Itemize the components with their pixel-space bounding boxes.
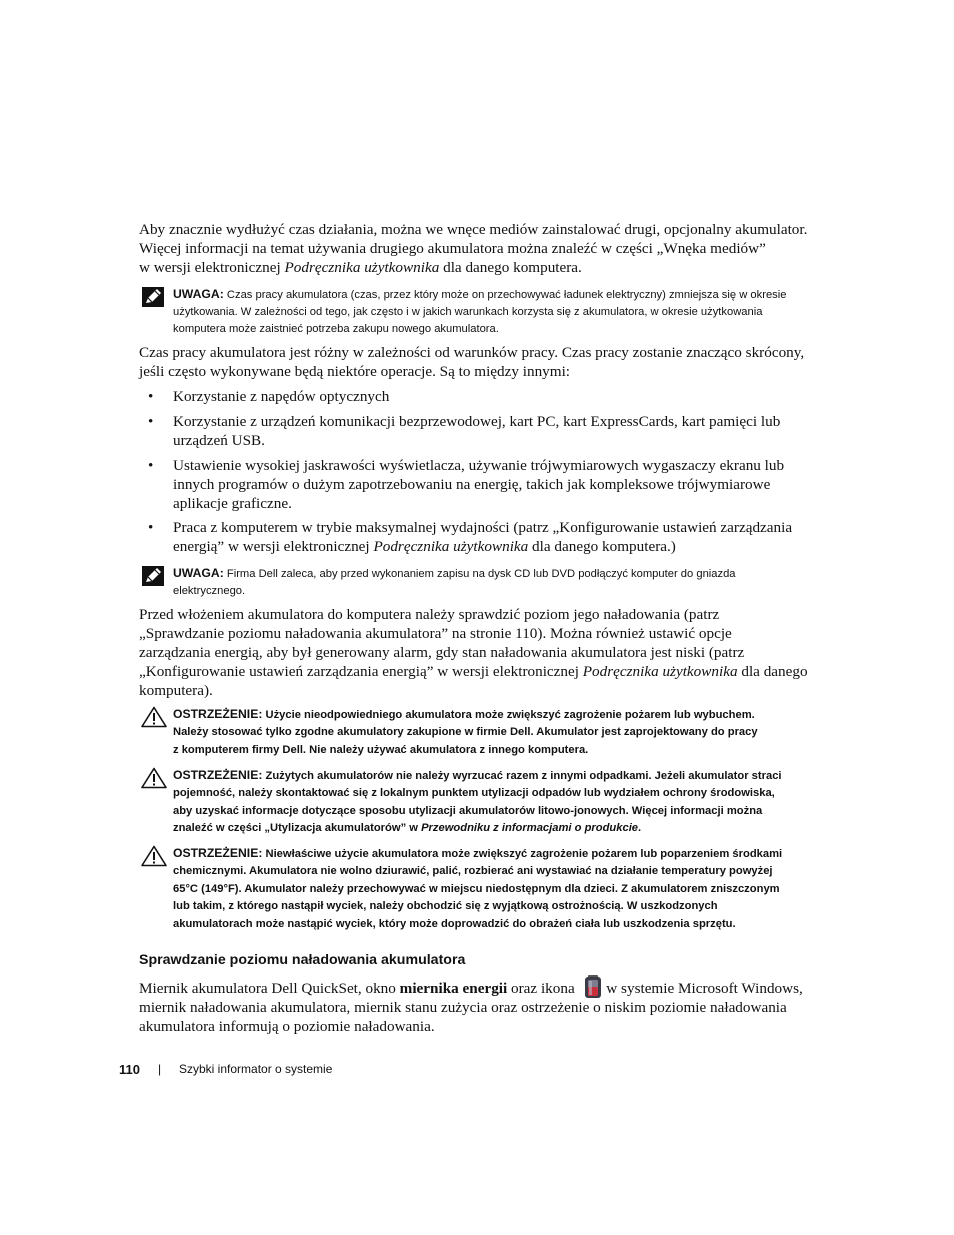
bold-term: miernika energii (399, 980, 508, 997)
text-line: akumulatora informują o poziomie naładowania. (139, 1018, 435, 1035)
text-span: w wersji elektronicznej (139, 259, 285, 276)
text-span: dla danego komputera. (439, 259, 582, 276)
text-line (139, 258, 829, 277)
warning-line: z komputerem firmy Dell. Nie należy używać akumulatora z innego komputera. (173, 743, 589, 756)
warning-label: OSTRZEŻENIE: (173, 707, 263, 721)
text-line: innych programów o dużym zapotrzebowaniu na energię, takich jak kompleksowe trójwymiarowe (173, 476, 771, 493)
page-number: 110 (119, 1062, 140, 1077)
text-span: dla danego komputera.) (528, 538, 676, 555)
text-line: zarządzania energią, aby był generowany alarm, gdy stan naładowania akumulatora jest niski (patrz (139, 644, 745, 661)
note-line: użytkowania. W zależności od tego, jak często i w jakich warunkach korzysta się z akumulatora, w okresie użytkowania (173, 306, 763, 318)
text-line: Aby znacznie wydłużyć czas działania, można we wnęce mediów zainstalować drugi, opcjonalny akumulator. (139, 221, 808, 238)
text-span: w systemie Microsoft Windows, (602, 980, 803, 997)
note-line (173, 286, 819, 304)
text-span: Zużytych akumulatorów nie należy wyrzucać razem z innymi odpadkami. Jeżeli akumulator straci (262, 770, 782, 782)
text-span: . (638, 822, 642, 835)
warning-line: aby uzyskać informacje dotyczące sposobu utylizacji akumulatorów litowo-jonowych. Więcej informacji można (173, 804, 763, 817)
note-box (139, 286, 819, 340)
warning-line (173, 706, 819, 724)
warning-label: OSTRZEŻENIE: (173, 846, 263, 860)
italic-title: Przewodniku z informacjami o produkcie (421, 822, 639, 835)
text-line (139, 978, 829, 998)
warning-triangle-icon (141, 845, 167, 867)
note-label: UWAGA: (173, 566, 224, 580)
note-line: komputera może zaistnieć potrzeba zakupu nowego akumulatora. (173, 323, 499, 335)
charge-check-paragraph (139, 605, 829, 700)
text-line: Ustawienie wysokiej jaskrawości wyświetlacza, używanie trójwymiarowych wygaszaczy ekranu lub (173, 457, 785, 474)
text-line: Praca z komputerem w trybie maksymalnej wydajności (patrz „Konfigurowanie ustawień zarządzania (173, 519, 793, 536)
warning-line (173, 767, 819, 785)
conditions-paragraph (139, 343, 829, 381)
bullet-marker: • (148, 519, 154, 536)
warning-triangle-icon (141, 767, 167, 789)
warning-line (173, 845, 819, 863)
text-line (139, 662, 829, 681)
warning-triangle-icon (141, 706, 167, 728)
text-line: miernik naładowania akumulatora, miernik stanu zużycia oraz ostrzeżenie o niskim poziomie naładowania (139, 999, 787, 1016)
pencil-note-icon (141, 565, 165, 587)
pencil-note-icon (141, 286, 165, 308)
text-line: Czas pracy akumulatora jest różny w zależności od warunków pracy. Czas pracy zostanie znacząco skrócony, (139, 344, 805, 361)
text-line: Przed włożeniem akumulatora do komputera należy sprawdzić poziom jego naładowania (patrz (139, 606, 720, 623)
note-line (173, 565, 819, 583)
warning-label: OSTRZEŻENIE: (173, 768, 263, 782)
text-span: energią” w wersji elektronicznej (173, 538, 374, 555)
text-line: Więcej informacji na temat używania drugiego akumulatora można znaleźć w części „Wnęka mediów” (139, 240, 766, 257)
note-label: UWAGA: (173, 287, 224, 301)
list-item (173, 387, 813, 406)
text-span: znaleźć w części „Utylizacja akumulatorów” w (173, 822, 422, 835)
text-span: „Konfigurowanie ustawień zarządzania energią” w wersji elektronicznej (139, 663, 583, 680)
warning-line: akumulatorach może nastąpić wyciek, który może doprowadzić do obrażeń ciała lub uszkodzenia sprzętu. (173, 917, 736, 930)
warning-line: chemicznymi. Akumulatora nie wolno dziurawić, palić, rozbierać ani wystawiać na działanie temperatury powyżej (173, 865, 773, 878)
warning-box (139, 767, 819, 839)
text-line (173, 537, 813, 556)
list-item (173, 518, 813, 556)
text-span: Niewłaściwe użycie akumulatora może zwiększyć zagrożenie pożarem lub poparzeniem środkami (262, 848, 783, 860)
bullet-marker: • (148, 457, 154, 474)
battery-meter-icon (579, 978, 603, 997)
intro-paragraph (139, 220, 829, 277)
footer-title: Szybki informator o systemie (179, 1062, 333, 1076)
text-span: dla danego (737, 663, 808, 680)
italic-title: Podręcznika użytkownika (582, 663, 738, 680)
text-line: urządzeń USB. (173, 432, 265, 449)
bullet-marker: • (148, 413, 154, 430)
text-line: Korzystanie z napędów optycznych (173, 388, 390, 405)
text-line: Korzystanie z urządzeń komunikacji bezprzewodowej, kart PC, kart ExpressCards, kart pamięci lub (173, 413, 781, 430)
list-item (173, 456, 813, 513)
bullet-marker: • (148, 388, 154, 405)
text-span: Użycie nieodpowiedniego akumulatora może zwiększyć zagrożenie pożarem lub wybuchem. (262, 709, 755, 721)
list-item (173, 412, 813, 450)
section-heading: Sprawdzanie poziomu naładowania akumulatora (139, 952, 466, 968)
warning-box (139, 706, 819, 762)
text-span: Miernik akumulatora Dell QuickSet, okno (139, 980, 400, 997)
warning-line: pojemność, należy skontaktować się z lokalnym punktem utylizacji odpadów lub wydziałem ochrony środowiska, (173, 787, 775, 800)
warning-line: lub takim, z którego nastąpił wyciek, należy obchodzić się z wyjątkową ostrożnością. W uszkodzonych (173, 900, 718, 913)
text-span: Firma Dell zaleca, aby przed wykonaniem zapisu na dysk CD lub DVD podłączyć komputer do gniazda (223, 568, 736, 580)
text-line: jeśli często wykonywane będą niektóre operacje. Są to między innymi: (139, 363, 571, 380)
warning-line: 65°C (149°F). Akumulator należy przechowywać w miejscu niedostępnym dla dzieci. Z akumulatorem zniszczonym (173, 882, 780, 895)
italic-title: Podręcznika użytkownika (284, 259, 440, 276)
text-line: aplikacje graficzne. (173, 495, 292, 512)
warning-line (173, 820, 819, 837)
text-line: „Sprawdzanie poziomu naładowania akumulatora” na stronie 110). Można również ustawić opcje (139, 625, 732, 642)
note-line: elektrycznego. (173, 585, 246, 597)
italic-title: Podręcznika użytkownika (373, 538, 529, 555)
text-span: Czas pracy akumulatora (czas, przez który może on przechowywać ładunek elektryczny) zmniejsza się w okresie (223, 289, 787, 301)
text-line: komputera). (139, 682, 213, 699)
text-span: oraz ikona (507, 980, 579, 997)
warning-box (139, 845, 819, 935)
footer-separator: | (158, 1062, 162, 1076)
warning-line: Należy stosować tylko zgodne akumulatory zakupione w firmie Dell. Akumulator jest zaprojektowany do pracy (173, 726, 758, 739)
meter-paragraph (139, 978, 829, 1036)
note-box (139, 565, 819, 601)
